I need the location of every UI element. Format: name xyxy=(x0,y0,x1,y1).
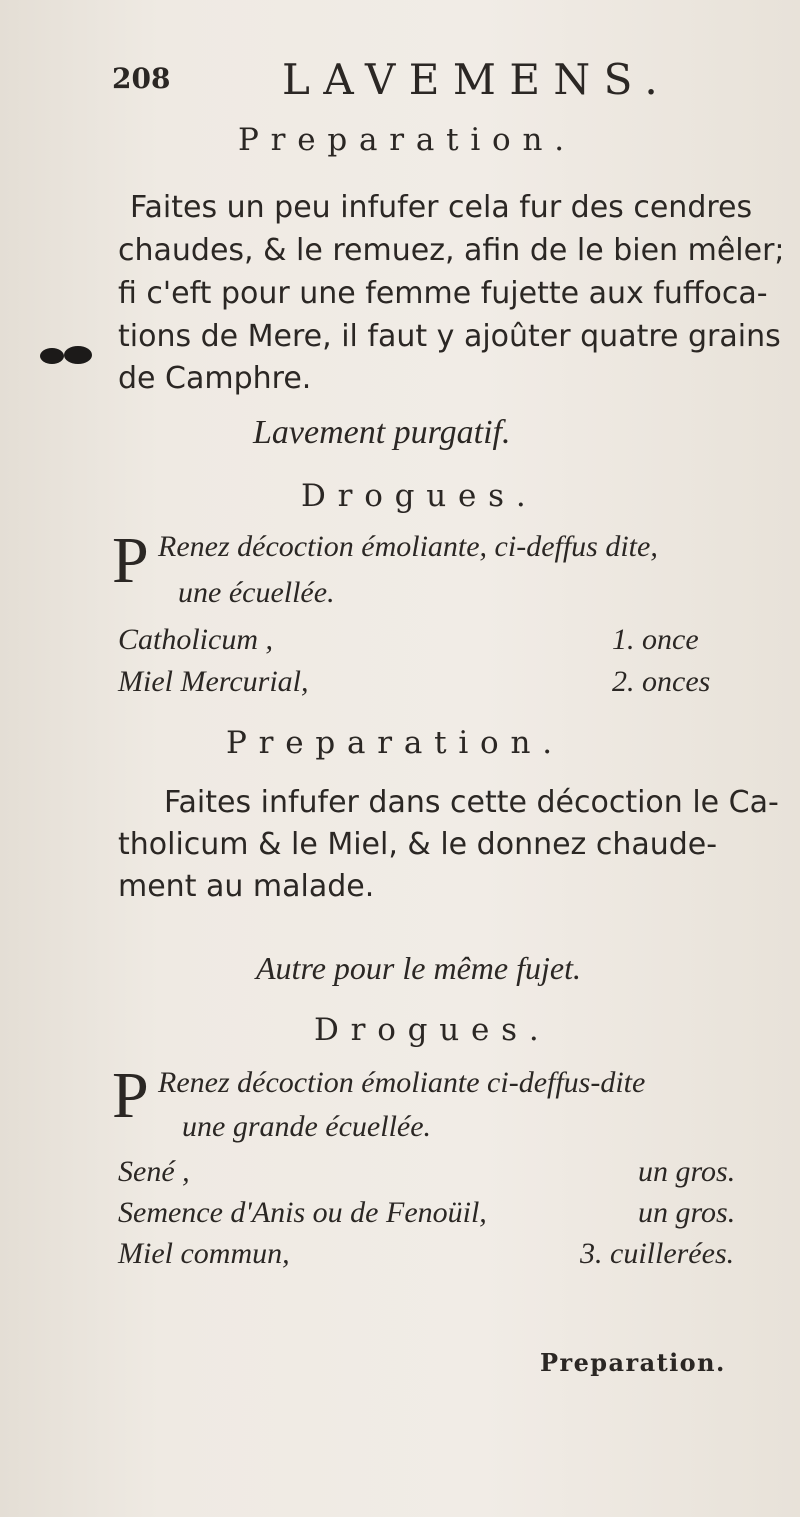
drop-cap: P xyxy=(112,1059,149,1132)
ingredient-name: Miel Mercurial, xyxy=(118,665,309,698)
ingredient-name: Sené , xyxy=(118,1155,190,1188)
paragraph-line: chaudes, & le remuez, afin de le bien mêler; xyxy=(118,233,785,268)
ingredient-name: Semence d'Anis ou de Fenoüil, xyxy=(118,1196,487,1229)
drop-cap: P xyxy=(112,524,149,597)
ink-blot-mark xyxy=(38,345,96,367)
recipe-line: Renez décoction émoliante, ci-deffus dite, xyxy=(158,530,658,563)
paragraph-line: tholicum & le Miel, & le donnez chaude- xyxy=(118,827,718,862)
section-heading-drogues: Drogues. xyxy=(301,478,538,514)
recipe-title: Autre pour le même fujet. xyxy=(256,950,581,986)
paragraph-line: tions de Mere, il faut y ajoûter quatre grains xyxy=(118,319,781,354)
ingredient-name: Miel commun, xyxy=(118,1237,290,1270)
ingredient-quantity: 2. onces xyxy=(612,665,711,698)
recipe-line: Renez décoction émoliante ci-deffus-dite xyxy=(158,1066,646,1099)
recipe-line: une grande écuellée. xyxy=(182,1110,432,1143)
recipe-title: Lavement purgatif. xyxy=(253,414,511,451)
paragraph-line: fi c'eft pour une femme fujette aux fuffoca- xyxy=(118,276,768,311)
ingredient-quantity: un gros. xyxy=(638,1196,736,1229)
ingredient-quantity: 3. cuillerées. xyxy=(580,1237,735,1270)
ingredient-name: Catholicum , xyxy=(118,623,273,656)
paragraph-line: de Camphre. xyxy=(118,361,312,396)
section-heading-drogues: Drogues. xyxy=(314,1012,551,1048)
catchword: Preparation. xyxy=(540,1348,726,1377)
recipe-line: une écuellée. xyxy=(178,576,335,609)
page-number: 208 xyxy=(112,62,171,95)
paragraph-line: Faites un peu infufer cela fur des cendres xyxy=(130,190,753,225)
section-heading-preparation: Preparation. xyxy=(226,725,564,761)
ingredient-quantity: 1. once xyxy=(612,623,699,656)
paragraph-line: ment au malade. xyxy=(118,869,375,904)
paragraph-line: Faites infufer dans cette décoction le Ca- xyxy=(164,785,779,820)
running-title: LAVEMENS. xyxy=(282,55,672,104)
section-heading-preparation: Preparation. xyxy=(238,122,576,158)
ingredient-quantity: un gros. xyxy=(638,1155,736,1188)
